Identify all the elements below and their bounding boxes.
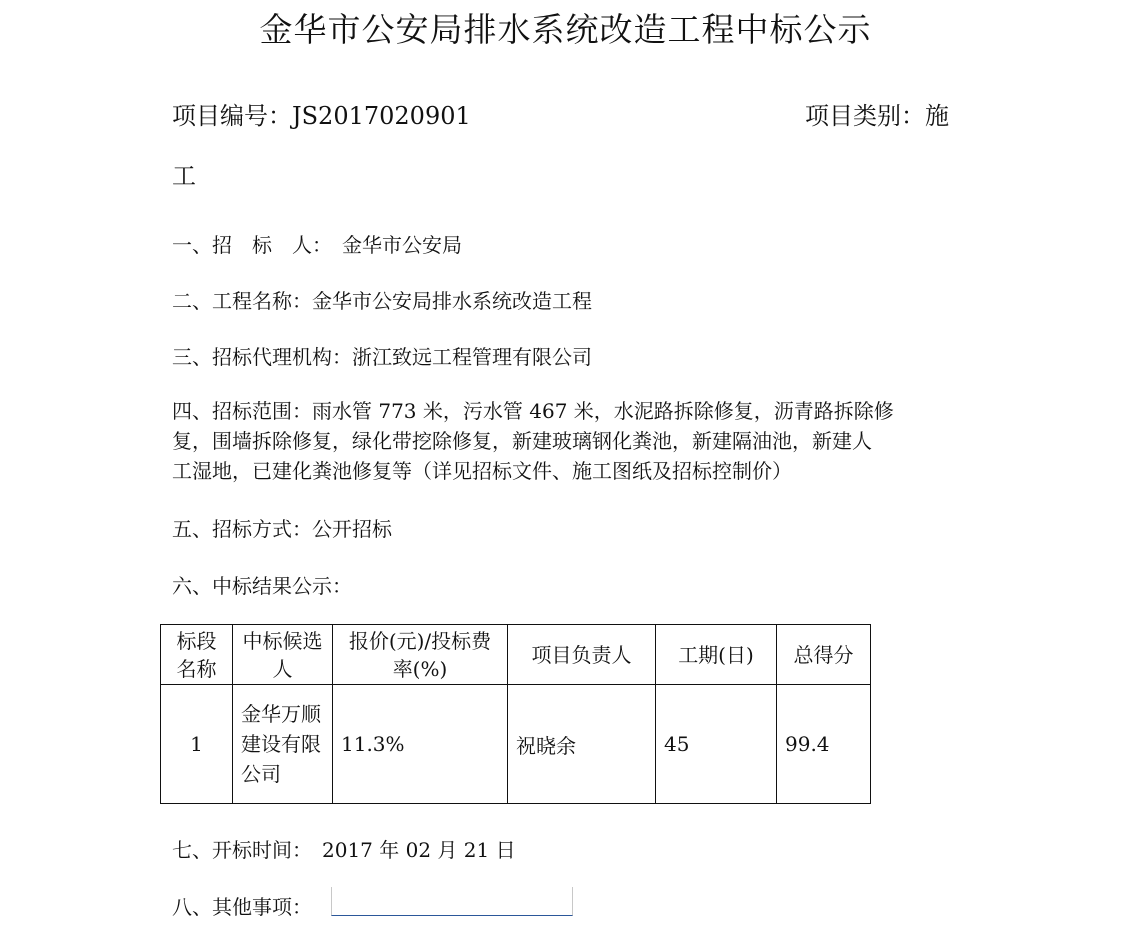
header-section-name: 标段名称	[161, 625, 233, 685]
scope-line: 复，围墙拆除修复，绿化带挖除修复，新建玻璃钢化粪池，新建隔油池，新建人	[172, 429, 872, 453]
item-scope	[172, 396, 972, 486]
result-table	[160, 624, 871, 804]
header-bid-price: 报价(元)/投标费率(%)	[333, 625, 508, 685]
page-title: 金华市公安局排水系统改造工程中标公示	[259, 10, 872, 49]
cell-total-score: 99.4	[777, 685, 871, 804]
item-tenderer: 一、招 标 人： 金华市公安局	[172, 233, 462, 257]
item-opening-time: 七、开标时间： 2017 年 02 月 21 日	[172, 838, 516, 862]
item-project-name: 二、工程名称：金华市公安局排水系统改造工程	[172, 289, 592, 313]
header-duration: 工期(日)	[656, 625, 777, 685]
cell-candidate: 金华万顺建设有限公司	[233, 685, 333, 804]
project-type: 项目类别：施	[805, 102, 949, 130]
cell-bid-rate: 11.3%	[333, 685, 508, 804]
header-project-manager: 项目负责人	[508, 625, 656, 685]
item-method: 五、招标方式：公开招标	[172, 517, 392, 541]
cell-project-manager: 祝晓余	[508, 685, 656, 804]
table-header-row	[161, 625, 871, 685]
table-row	[161, 685, 871, 804]
project-type-continued: 工	[172, 162, 196, 190]
cell-duration: 45	[656, 685, 777, 804]
scope-line: 四、招标范围：雨水管 773 米，污水管 467 米，水泥路拆除修复，沥青路拆除修	[172, 399, 894, 423]
header-candidate: 中标候选人	[233, 625, 333, 685]
project-number: 项目编号：JS2017020901	[172, 102, 471, 130]
item-other-matters: 八、其他事项：	[172, 895, 312, 919]
item-result-heading: 六、中标结果公示：	[172, 574, 352, 598]
other-matters-field[interactable]	[331, 887, 573, 916]
header-total-score: 总得分	[777, 625, 871, 685]
scope-line: 工湿地，已建化粪池修复等（详见招标文件、施工图纸及招标控制价）	[172, 459, 792, 483]
item-agency: 三、招标代理机构：浙江致远工程管理有限公司	[172, 345, 592, 369]
cell-section: 1	[161, 685, 233, 804]
